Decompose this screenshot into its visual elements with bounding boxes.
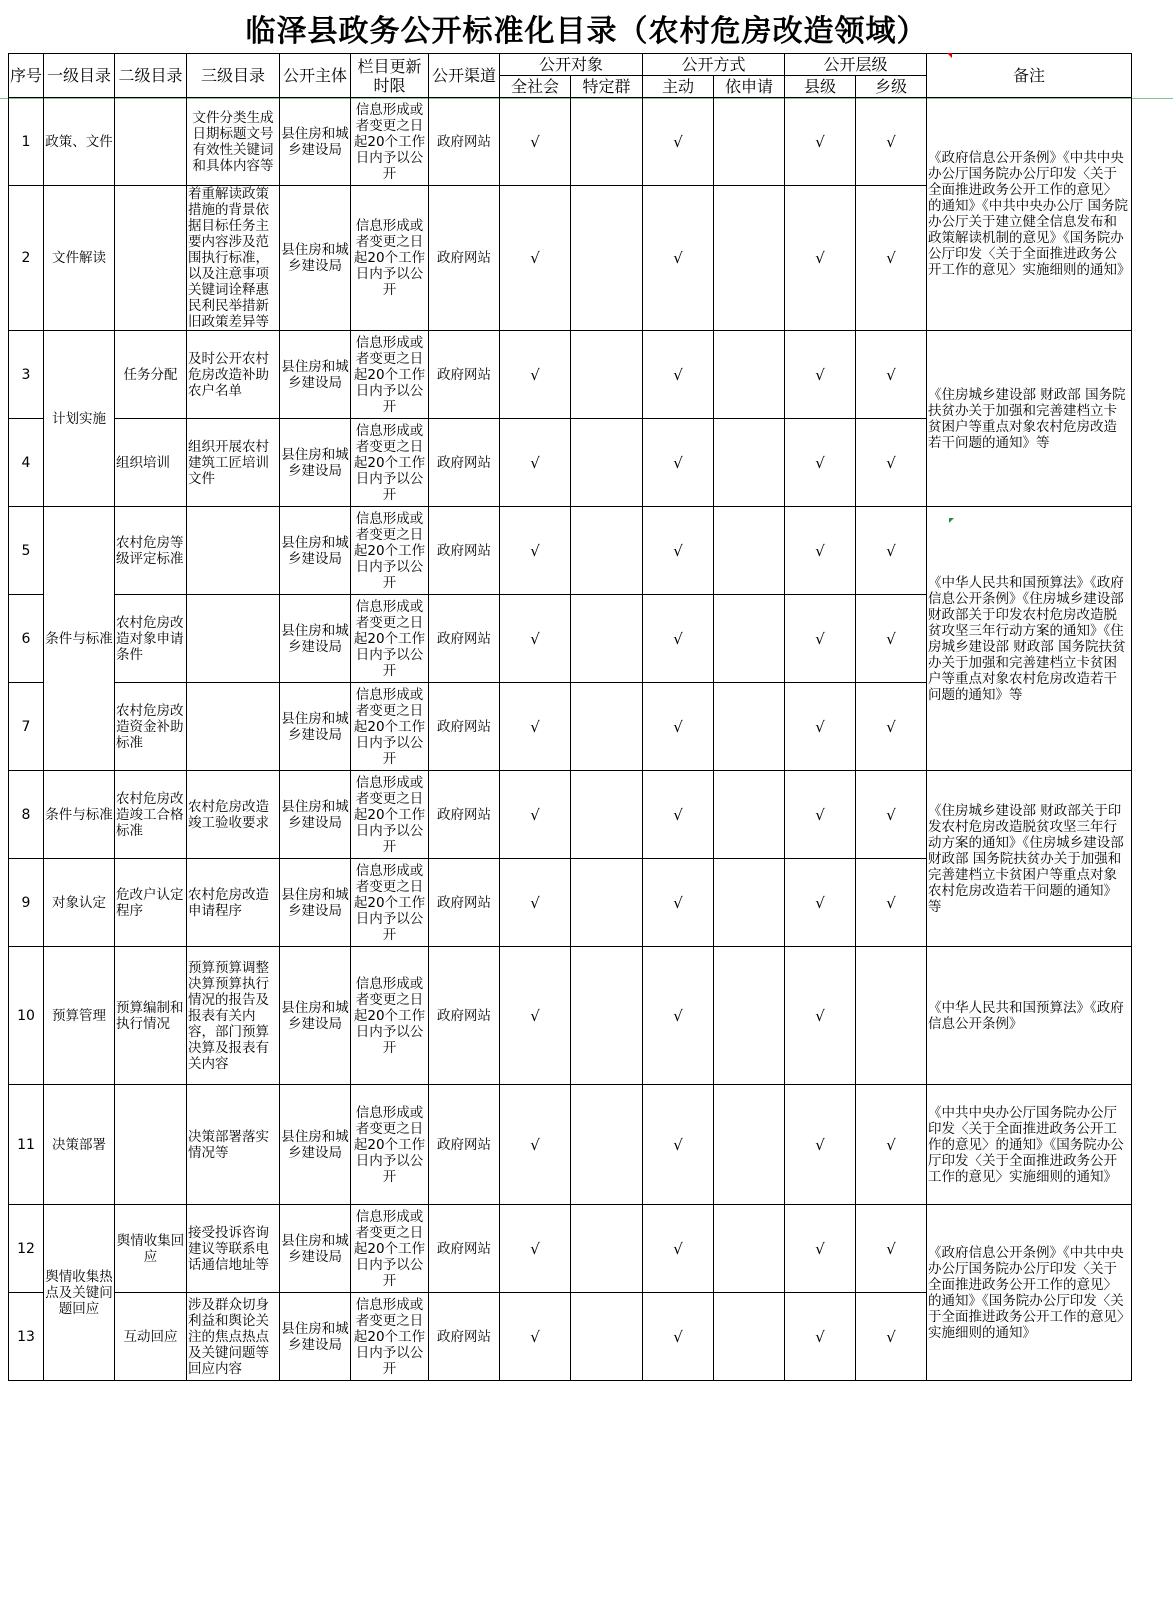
check-target-group (571, 98, 643, 186)
subject-cell: 县住房和城乡建设局 (280, 186, 351, 331)
deadline-cell: 信息形成或者变更之日起20个工作日内予以公开 (351, 595, 429, 683)
subject-cell: 县住房和城乡建设局 (280, 859, 351, 947)
level2-cell: 组织培训 (115, 419, 187, 507)
header-channel: 公开渠道 (429, 54, 500, 98)
check-method-apply (714, 507, 785, 595)
level3-cell (187, 595, 280, 683)
seq-cell: 11 (9, 1085, 44, 1205)
check-method-active: √ (643, 1205, 714, 1293)
level3-cell (187, 683, 280, 771)
level2-cell (115, 1085, 187, 1205)
subject-cell: 县住房和城乡建设局 (280, 947, 351, 1085)
check-target-group (571, 1293, 643, 1381)
table-row (9, 1085, 1132, 1205)
check-method-apply (714, 1293, 785, 1381)
level3-cell: 预算预算调整决算预算执行情况的报告及报表有关内容，部门预算决算及报表有关内容 (187, 947, 280, 1085)
subject-cell: 县住房和城乡建设局 (280, 1085, 351, 1205)
seq-cell: 8 (9, 771, 44, 859)
check-level-county: √ (785, 186, 856, 331)
check-target-all: √ (500, 1085, 571, 1205)
level1-cell: 预算管理 (44, 947, 115, 1085)
check-method-active: √ (643, 1293, 714, 1381)
notes-cell: 《中华人民共和国预算法》《政府信息公开条例》 (927, 947, 1132, 1085)
check-method-active: √ (643, 98, 714, 186)
header-seq: 序号 (9, 54, 44, 98)
table-row (9, 1205, 1132, 1293)
table-row (9, 98, 1132, 186)
deadline-cell: 信息形成或者变更之日起20个工作日内予以公开 (351, 1205, 429, 1293)
check-method-apply (714, 595, 785, 683)
comment-marker-icon (947, 53, 952, 58)
check-target-all: √ (500, 507, 571, 595)
check-level-town: √ (856, 419, 927, 507)
check-target-all: √ (500, 419, 571, 507)
level1-cell: 条件与标准 (44, 771, 115, 859)
check-target-group (571, 419, 643, 507)
level2-cell (115, 186, 187, 331)
level3-cell: 决策部署落实情况等 (187, 1085, 280, 1205)
subject-cell: 县住房和城乡建设局 (280, 595, 351, 683)
deadline-cell: 信息形成或者变更之日起20个工作日内予以公开 (351, 683, 429, 771)
header-level3: 三级目录 (187, 54, 280, 98)
level1-cell: 舆情收集热点及关键问题回应 (44, 1205, 115, 1381)
check-target-all: √ (500, 98, 571, 186)
level3-cell: 农村危房改造竣工验收要求 (187, 771, 280, 859)
channel-cell: 政府网站 (429, 186, 500, 331)
subject-cell: 县住房和城乡建设局 (280, 331, 351, 419)
seq-cell: 10 (9, 947, 44, 1085)
check-target-all: √ (500, 1293, 571, 1381)
check-method-apply (714, 98, 785, 186)
check-level-town: √ (856, 1085, 927, 1205)
channel-cell: 政府网站 (429, 98, 500, 186)
check-level-county: √ (785, 595, 856, 683)
check-method-apply (714, 859, 785, 947)
check-target-group (571, 1085, 643, 1205)
deadline-cell: 信息形成或者变更之日起20个工作日内予以公开 (351, 1085, 429, 1205)
channel-cell: 政府网站 (429, 859, 500, 947)
level2-cell: 任务分配 (115, 331, 187, 419)
level2-cell: 农村危房等级评定标准 (115, 507, 187, 595)
seq-cell: 12 (9, 1205, 44, 1293)
check-level-county: √ (785, 1085, 856, 1205)
check-level-county: √ (785, 1293, 856, 1381)
level2-cell: 预算编制和执行情况 (115, 947, 187, 1085)
level3-cell: 接受投诉咨询建议等联系电话通信地址等 (187, 1205, 280, 1293)
check-method-active: √ (643, 507, 714, 595)
check-level-county: √ (785, 98, 856, 186)
table-row (9, 771, 1132, 859)
seq-cell: 13 (9, 1293, 44, 1381)
level2-cell: 舆情收集回应 (115, 1205, 187, 1293)
check-target-all: √ (500, 331, 571, 419)
deadline-cell: 信息形成或者变更之日起20个工作日内予以公开 (351, 507, 429, 595)
table-row (9, 331, 1132, 419)
check-method-apply (714, 419, 785, 507)
check-target-group (571, 947, 643, 1085)
check-level-town: √ (856, 683, 927, 771)
check-level-town: √ (856, 331, 927, 419)
channel-cell: 政府网站 (429, 595, 500, 683)
level3-cell (187, 507, 280, 595)
check-target-all: √ (500, 595, 571, 683)
check-target-group (571, 683, 643, 771)
level3-cell: 文件分类生成日期标题文号有效性关键词和具体内容等 (187, 98, 280, 186)
check-target-all: √ (500, 1205, 571, 1293)
check-level-town: √ (856, 186, 927, 331)
check-method-active: √ (643, 859, 714, 947)
header-method-apply: 依申请 (714, 76, 785, 98)
check-level-county: √ (785, 683, 856, 771)
check-target-group (571, 1205, 643, 1293)
level2-cell (115, 98, 187, 186)
check-level-county: √ (785, 331, 856, 419)
deadline-cell: 信息形成或者变更之日起20个工作日内予以公开 (351, 419, 429, 507)
check-method-apply (714, 1205, 785, 1293)
check-target-all: √ (500, 947, 571, 1085)
subject-cell: 县住房和城乡建设局 (280, 419, 351, 507)
page-title: 临泽县政务公开标准化目录（农村危房改造领域） (245, 14, 928, 49)
header-notes: 备注 (927, 54, 1132, 98)
header-level-county: 县级 (785, 76, 856, 98)
seq-cell: 6 (9, 595, 44, 683)
check-level-town: √ (856, 1205, 927, 1293)
check-method-apply (714, 947, 785, 1085)
seq-cell: 5 (9, 507, 44, 595)
level3-cell: 着重解读政策措施的背景依据目标任务主要内容涉及范围执行标准，以及注意事项关键词诠释惠民利民举措新旧政策差异等 (187, 186, 280, 331)
deadline-cell: 信息形成或者变更之日起20个工作日内予以公开 (351, 98, 429, 186)
check-target-group (571, 507, 643, 595)
check-method-apply (714, 771, 785, 859)
check-method-apply (714, 683, 785, 771)
check-target-group (571, 859, 643, 947)
channel-cell: 政府网站 (429, 507, 500, 595)
deadline-cell: 信息形成或者变更之日起20个工作日内予以公开 (351, 947, 429, 1085)
check-level-town: √ (856, 595, 927, 683)
deadline-cell: 信息形成或者变更之日起20个工作日内予以公开 (351, 859, 429, 947)
seq-cell: 2 (9, 186, 44, 331)
level2-cell: 农村危房改造对象申请条件 (115, 595, 187, 683)
check-level-town: √ (856, 507, 927, 595)
check-target-all: √ (500, 683, 571, 771)
check-level-town: √ (856, 1293, 927, 1381)
level3-cell: 组织开展农村建筑工匠培训文件 (187, 419, 280, 507)
header-method: 公开方式 (643, 54, 785, 76)
check-level-county: √ (785, 859, 856, 947)
check-level-county: √ (785, 1205, 856, 1293)
channel-cell: 政府网站 (429, 1205, 500, 1293)
table-row (9, 507, 1132, 595)
check-target-group (571, 186, 643, 331)
level2-cell: 危改户认定程序 (115, 859, 187, 947)
channel-cell: 政府网站 (429, 419, 500, 507)
level1-cell: 政策、文件 (44, 98, 115, 186)
notes-cell: 《中华人民共和国预算法》《政府信息公开条例》《住房城乡建设部 财政部关于印发农村危房改造脱贫攻坚三年行动方案的通知》《住房城乡建设部 财政部 国务院扶贫办关于加强和完善建档立卡贫困户等重点对象农村危房改造若干问题的通知》等 (927, 507, 1132, 771)
channel-cell: 政府网站 (429, 1293, 500, 1381)
check-target-group (571, 771, 643, 859)
level3-cell: 农村危房改造申请程序 (187, 859, 280, 947)
check-method-active: √ (643, 771, 714, 859)
level1-cell: 计划实施 (44, 331, 115, 507)
subject-cell: 县住房和城乡建设局 (280, 1293, 351, 1381)
level3-cell: 及时公开农村危房改造补助农户名单 (187, 331, 280, 419)
seq-cell: 4 (9, 419, 44, 507)
check-method-apply (714, 331, 785, 419)
check-method-active: √ (643, 683, 714, 771)
level3-cell: 涉及群众切身利益和舆论关注的焦点热点及关键问题等回应内容 (187, 1293, 280, 1381)
header-target-all: 全社会 (500, 76, 571, 98)
notes-cell: 《政府信息公开条例》《中共中央办公厅国务院办公厅印发〈关于全面推进政务公开工作的意见〉的通知》《国务院办公厅印发〈关于全面推进政务公开工作的意见〉实施细则的通知》 (927, 1205, 1132, 1381)
check-level-town: √ (856, 771, 927, 859)
check-level-county: √ (785, 507, 856, 595)
check-method-active: √ (643, 186, 714, 331)
deadline-cell: 信息形成或者变更之日起20个工作日内予以公开 (351, 186, 429, 331)
notes-cell: 《中共中央办公厅国务院办公厅印发〈关于全面推进政务公开工作的意见〉的通知》《国务院办公厅印发〈关于全面推进政务公开工作的意见〉实施细则的通知》 (927, 1085, 1132, 1205)
header-level2: 二级目录 (115, 54, 187, 98)
header-level: 公开层级 (785, 54, 927, 76)
check-target-all: √ (500, 186, 571, 331)
check-level-county: √ (785, 771, 856, 859)
check-method-active: √ (643, 331, 714, 419)
notes-cell: 《政府信息公开条例》《中共中央办公厅国务院办公厅印发〈关于全面推进政务公开工作的意见〉的通知》《中共中央办公厅 国务院办公厅关于建立健全信息发布和政策解读机制的意见》《国务院办公厅印发〈关于全面推进政务公开工作的意见〉实施细则的通知》 (927, 98, 1132, 331)
header-deadline: 栏目更新时限 (351, 54, 429, 98)
level2-cell: 互动回应 (115, 1293, 187, 1381)
check-level-town (856, 947, 927, 1085)
channel-cell: 政府网站 (429, 331, 500, 419)
table-row (9, 947, 1132, 1085)
seq-cell: 3 (9, 331, 44, 419)
channel-cell: 政府网站 (429, 771, 500, 859)
channel-cell: 政府网站 (429, 1085, 500, 1205)
subject-cell: 县住房和城乡建设局 (280, 683, 351, 771)
deadline-cell: 信息形成或者变更之日起20个工作日内予以公开 (351, 1293, 429, 1381)
catalog-table (8, 53, 1132, 1381)
subject-cell: 县住房和城乡建设局 (280, 1205, 351, 1293)
check-method-active: √ (643, 1085, 714, 1205)
header-level-town: 乡级 (856, 76, 927, 98)
level2-cell: 农村危房改造资金补助标准 (115, 683, 187, 771)
header-level1: 一级目录 (44, 54, 115, 98)
header-target: 公开对象 (500, 54, 643, 76)
level1-cell: 条件与标准 (44, 507, 115, 771)
level1-cell: 对象认定 (44, 859, 115, 947)
check-level-county: √ (785, 947, 856, 1085)
check-method-apply (714, 186, 785, 331)
subject-cell: 县住房和城乡建设局 (280, 98, 351, 186)
seq-cell: 9 (9, 859, 44, 947)
error-marker-icon (949, 518, 954, 523)
header-method-active: 主动 (643, 76, 714, 98)
check-target-group (571, 331, 643, 419)
level2-cell: 农村危房改造竣工合格标准 (115, 771, 187, 859)
seq-cell: 1 (9, 98, 44, 186)
level1-cell: 决策部署 (44, 1085, 115, 1205)
check-level-town: √ (856, 98, 927, 186)
check-level-county: √ (785, 419, 856, 507)
channel-cell: 政府网站 (429, 947, 500, 1085)
header-subject: 公开主体 (280, 54, 351, 98)
header-target-group: 特定群 (571, 76, 643, 98)
deadline-cell: 信息形成或者变更之日起20个工作日内予以公开 (351, 331, 429, 419)
subject-cell: 县住房和城乡建设局 (280, 771, 351, 859)
check-method-apply (714, 1085, 785, 1205)
level1-cell: 文件解读 (44, 186, 115, 331)
check-method-active: √ (643, 419, 714, 507)
seq-cell: 7 (9, 683, 44, 771)
deadline-cell: 信息形成或者变更之日起20个工作日内予以公开 (351, 771, 429, 859)
check-target-all: √ (500, 859, 571, 947)
check-target-group (571, 595, 643, 683)
notes-cell: 《住房城乡建设部 财政部关于印发农村危房改造脱贫攻坚三年行动方案的通知》《住房城乡建设部 财政部 国务院扶贫办关于加强和完善建档立卡贫困户等重点对象农村危房改造若干问题的通知》等 (927, 771, 1132, 947)
check-target-all: √ (500, 771, 571, 859)
notes-cell: 《住房城乡建设部 财政部 国务院扶贫办关于加强和完善建档立卡贫困户等重点对象农村危房改造若干问题的通知》等 (927, 331, 1132, 507)
subject-cell: 县住房和城乡建设局 (280, 507, 351, 595)
check-method-active: √ (643, 595, 714, 683)
channel-cell: 政府网站 (429, 683, 500, 771)
check-level-town: √ (856, 859, 927, 947)
check-method-active: √ (643, 947, 714, 1085)
